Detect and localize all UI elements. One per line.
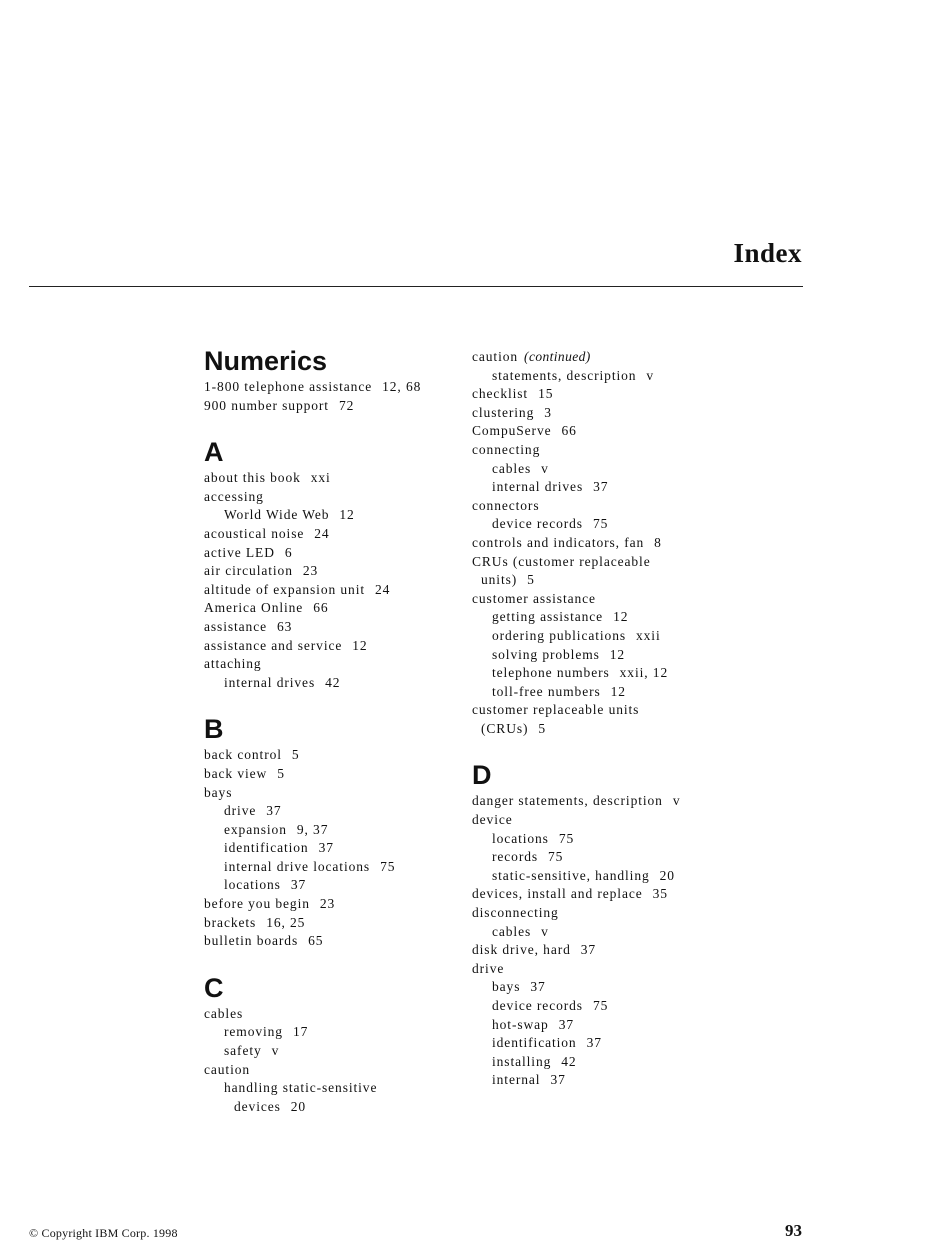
index-entry [472, 978, 732, 997]
index-entry [204, 469, 454, 488]
entry-page-ref: 17 [292, 1024, 309, 1040]
index-entry [472, 923, 732, 942]
entry-term: customer replaceable units [472, 702, 640, 718]
entry-term: World Wide Web [224, 507, 330, 523]
index-entry [204, 839, 454, 858]
entry-page-ref: 12 [610, 683, 626, 699]
section-heading: D [472, 760, 492, 791]
section-spacer [204, 415, 454, 435]
index-entry [472, 885, 732, 904]
index-entry [472, 441, 732, 460]
index-entry [472, 811, 732, 830]
entry-page-ref: 72 [338, 397, 355, 413]
entry-page-ref: 35 [652, 886, 668, 902]
entry-term: installing [492, 1053, 552, 1069]
index-entry [204, 674, 454, 693]
copyright-notice: © Copyright IBM Corp. 1998 [29, 1226, 178, 1240]
entry-page-ref: xxii, 12 [619, 665, 669, 681]
index-entry [204, 802, 454, 821]
index-section-c [204, 951, 454, 1117]
index-entry [472, 941, 732, 960]
entry-page-ref: 66 [313, 600, 329, 616]
index-entry [472, 904, 732, 923]
entry-term: brackets [204, 914, 257, 930]
entry-page-ref: xxi [310, 470, 331, 486]
index-entry [204, 488, 454, 507]
index-entry [204, 784, 454, 803]
entry-term: removing [224, 1024, 283, 1040]
entry-term: active LED [204, 544, 275, 560]
entry-term: static-sensitive, handling [492, 867, 650, 883]
entry-term: acoustical noise [204, 525, 305, 541]
entry-term: expansion [224, 821, 287, 837]
entry-term: caution [204, 1061, 251, 1077]
entry-term: about this book [204, 470, 301, 486]
entry-term: disk drive, hard [472, 942, 571, 958]
entry-page-ref: xxii [636, 627, 661, 643]
index-entry [472, 404, 732, 423]
entry-page-ref: 42 [325, 674, 341, 690]
index-entry [472, 1016, 732, 1035]
entry-page-ref: 8 [654, 534, 662, 550]
entry-page-ref: 24 [314, 525, 330, 541]
entry-page-ref: 3 [544, 404, 552, 420]
entry-term: attaching [204, 656, 262, 672]
entry-page-ref: 37 [550, 1072, 566, 1088]
index-entry-continued [472, 348, 732, 367]
entry-page-ref: 75 [548, 849, 564, 865]
entry-term: device records [492, 998, 583, 1013]
index-entry [472, 460, 732, 479]
entry-term: CRUs (customer replaceable [472, 553, 651, 569]
index-entry [472, 792, 732, 811]
index-entry [204, 1079, 454, 1098]
entry-term: safety [224, 1043, 262, 1059]
entry-page-ref: 12 [352, 637, 368, 653]
index-entry [472, 1071, 732, 1090]
entry-term: internal [492, 1072, 541, 1088]
index-entry [472, 385, 732, 404]
entry-page-ref: v [271, 1043, 280, 1059]
entry-page-ref: v [672, 793, 681, 809]
entry-term: altitude of expansion unit [204, 581, 365, 597]
index-entry [204, 914, 454, 933]
entry-page-ref: 20 [290, 1098, 307, 1114]
entry-page-ref: v [646, 367, 655, 383]
entry-page-ref: 75 [558, 830, 575, 846]
entry-term: CompuServe [472, 423, 552, 439]
entry-page-ref: 63 [276, 618, 293, 634]
index-column-right [472, 344, 732, 1090]
entry-term: locations [492, 830, 549, 846]
page-number: 93 [785, 1221, 802, 1240]
index-entry [472, 422, 732, 441]
entry-term: bays [492, 979, 521, 995]
index-entry [204, 1023, 454, 1042]
index-entry [204, 506, 454, 525]
index-entry [472, 701, 732, 720]
index-entry [472, 553, 732, 572]
entry-page-ref: 37 [558, 1016, 575, 1032]
entry-term: bays [204, 784, 233, 800]
index-entry [204, 618, 454, 637]
entry-term: clustering [472, 404, 535, 420]
entry-term: identification [492, 1035, 577, 1051]
index-entry [204, 821, 454, 840]
entry-term: back view [204, 765, 268, 781]
index-entry [204, 765, 454, 784]
index-entry [472, 367, 732, 386]
index-entry [204, 525, 454, 544]
index-entry [472, 515, 732, 534]
index-entry [472, 646, 732, 665]
entry-page-ref: 75 [592, 998, 609, 1013]
entry-page-ref: 12 [609, 646, 626, 662]
index-entry [472, 960, 732, 979]
index-section-continued [472, 348, 732, 738]
index-entry [204, 378, 454, 397]
entry-page-ref: 65 [308, 933, 324, 949]
entry-term: connecting [472, 441, 541, 457]
index-entry [204, 1061, 454, 1080]
entry-term: accessing [204, 488, 264, 504]
entry-page-ref: 5 [538, 720, 547, 736]
section-heading: B [204, 714, 224, 745]
entry-term: internal drive locations [224, 858, 371, 874]
entry-term: air circulation [204, 563, 293, 579]
entry-page-ref: 42 [561, 1053, 577, 1069]
index-entry [204, 581, 454, 600]
entry-term: caution [472, 349, 519, 364]
entry-page-ref: 37 [580, 942, 597, 958]
entry-term: bulletin boards [204, 933, 299, 949]
index-entry [472, 683, 732, 702]
index-section-b [204, 692, 454, 951]
entry-term: assistance [204, 618, 267, 634]
index-entry [204, 746, 454, 765]
index-entry [204, 876, 454, 895]
index-entry [472, 830, 732, 849]
entry-page-ref: 37 [318, 840, 334, 856]
entry-page-ref: v [541, 923, 549, 939]
entry-term: cables [204, 1005, 244, 1021]
entry-term: toll-free numbers [492, 683, 601, 699]
index-section-a [204, 415, 454, 692]
entry-page-ref: 75 [592, 516, 609, 532]
title-rule [29, 286, 803, 287]
entry-term: drive [224, 803, 257, 819]
index-entry [204, 599, 454, 618]
entry-page-ref: 66 [561, 423, 577, 439]
index-entry [472, 720, 732, 739]
index-entry [472, 571, 732, 590]
index-entry [472, 1053, 732, 1072]
section-heading: Numerics [204, 346, 328, 376]
entry-page-ref: 37 [266, 803, 282, 819]
entry-page-ref: 12 [339, 507, 355, 523]
entry-term: records [492, 849, 539, 865]
entry-term: disconnecting [472, 905, 559, 921]
entry-term: devices, install and replace [472, 886, 643, 902]
index-entry [204, 858, 454, 877]
entry-term: ordering publications [492, 627, 626, 643]
index-entry [204, 637, 454, 656]
index-entry [204, 544, 454, 563]
page-title: Index [733, 238, 802, 268]
entry-term: handling static-sensitive [224, 1080, 378, 1096]
entry-term: internal drives [492, 479, 584, 495]
index-entry [472, 664, 732, 683]
entry-page-ref: 15 [538, 386, 554, 402]
entry-term: assistance and service [204, 637, 343, 653]
index-entry [472, 478, 732, 497]
index-entry [472, 997, 732, 1016]
index-entry [472, 608, 732, 627]
entry-page-ref: 16, 25 [266, 914, 306, 930]
entry-term: back control [204, 747, 282, 763]
entry-term: drive [472, 960, 505, 976]
index-section-d [472, 738, 732, 1090]
section-heading: A [204, 437, 224, 468]
index-entry [204, 932, 454, 951]
index-entry [472, 1034, 732, 1053]
entry-term: solving problems [492, 646, 600, 662]
entry-page-ref: 37 [530, 979, 546, 995]
entry-term: connectors [472, 497, 540, 513]
entry-term: (CRUs) [481, 720, 529, 736]
entry-page-ref: v [541, 460, 549, 476]
entry-term: 900 number support [204, 397, 329, 413]
entry-page-ref: 6 [284, 544, 293, 560]
entry-term: statements, description [492, 367, 637, 383]
index-entry [204, 655, 454, 674]
entry-term: units) [481, 572, 518, 588]
entry-page-ref: 5 [277, 765, 285, 781]
entry-page-ref: 12 [613, 609, 629, 625]
entry-term: cables [492, 923, 532, 939]
entry-page-ref: 23 [302, 563, 319, 579]
entry-page-ref: 75 [380, 858, 396, 874]
index-entry [472, 848, 732, 867]
entry-term: internal drives [224, 674, 316, 690]
entry-page-ref: 9, 37 [296, 821, 329, 837]
entry-page-ref: 23 [319, 896, 336, 912]
section-heading: C [204, 972, 224, 1003]
section-spacer [204, 692, 454, 712]
index-entry [204, 1098, 454, 1117]
index-entry [204, 562, 454, 581]
entry-term: hot-swap [492, 1016, 549, 1032]
entry-term: cables [492, 460, 532, 476]
entry-term: 1-800 telephone assistance [204, 379, 373, 394]
index-entry [204, 397, 454, 416]
entry-term: device [472, 812, 513, 828]
entry-term: before you begin [204, 896, 310, 912]
index-entry [204, 1042, 454, 1061]
entry-page-ref: 5 [291, 747, 300, 763]
entry-page-ref: 37 [593, 479, 609, 495]
entry-term: customer assistance [472, 590, 596, 606]
entry-term: device records [492, 516, 583, 532]
entry-page-ref: 37 [290, 877, 307, 893]
entry-term: danger statements, description [472, 793, 663, 809]
continued-note: (continued) [524, 349, 591, 364]
index-entry [204, 895, 454, 914]
entry-term: identification [224, 840, 309, 856]
section-spacer [204, 951, 454, 971]
entry-term: checklist [472, 386, 529, 402]
entry-term: getting assistance [492, 609, 604, 625]
index-entry [472, 867, 732, 886]
index-entry [204, 1005, 454, 1024]
entry-page-ref: 24 [375, 581, 391, 597]
index-entry [472, 627, 732, 646]
index-entry [472, 590, 732, 609]
entry-page-ref: 37 [586, 1035, 602, 1051]
index-column-left [204, 344, 454, 1116]
index-entry [472, 534, 732, 553]
entry-term: America Online [204, 600, 304, 616]
index-entry [472, 497, 732, 516]
entry-page-ref: 5 [527, 572, 535, 588]
entry-term: telephone numbers [492, 665, 610, 681]
index-section-numerics [204, 344, 454, 415]
entry-page-ref: 12, 68 [382, 379, 422, 394]
entry-term: devices [234, 1098, 281, 1114]
section-spacer [472, 738, 732, 758]
entry-term: controls and indicators, fan [472, 534, 645, 550]
entry-term: locations [224, 877, 281, 893]
entry-page-ref: 20 [659, 867, 675, 883]
